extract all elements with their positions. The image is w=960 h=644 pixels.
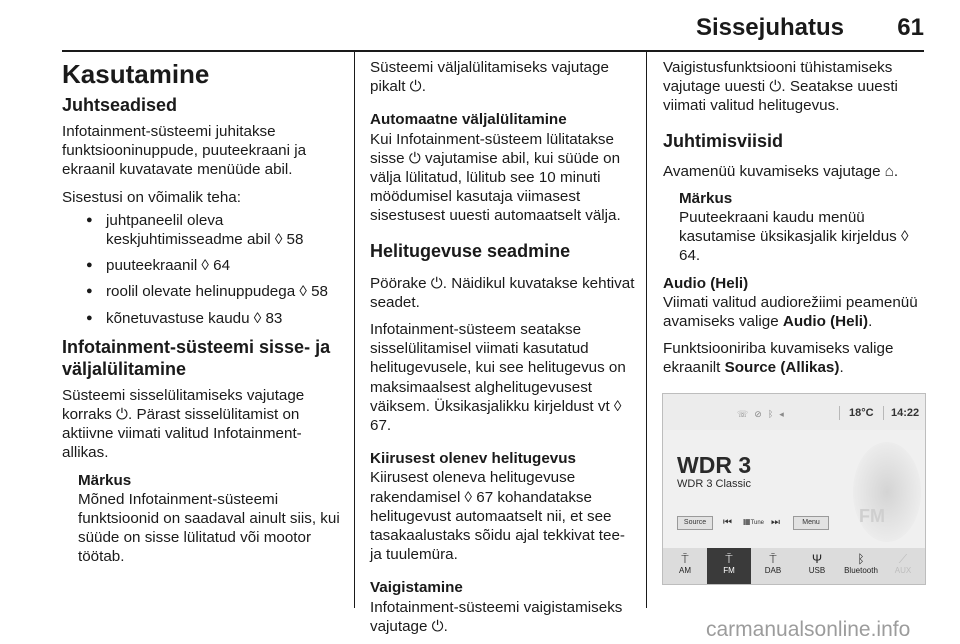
note-text: Mõned Infotainment-süsteemi funktsioonid on saadaval ainult siis, kui süüde on sisse lülitatud või mootor töötab. <box>78 490 340 566</box>
tab-aux[interactable] <box>881 548 925 584</box>
text-run: Funktsiooniriba kuvamiseks valige ekraanilt <box>663 340 894 377</box>
input-methods-list <box>62 211 344 328</box>
paragraph: Kiirusest oleneva helitugevuse rakendamisel ◊ 67 kohandatakse helitugevust automaatselt nii, et see tasakaalustaks sõidu ajal tekkivat tee- ja tuulemüra. <box>370 469 625 564</box>
paragraph: Infotainment-süsteemi vaigistamiseks vajutage ⏻. <box>370 598 623 635</box>
column-divider-2 <box>646 52 647 608</box>
ui-label-audio: Audio (Heli) <box>782 313 869 331</box>
note-title: Märkus <box>679 189 733 207</box>
subsection-title: Infotainment-süsteemi sisse- ja väljalülitamine <box>62 336 331 379</box>
tab-label: AUX <box>894 566 912 575</box>
note-block <box>679 189 925 266</box>
menu-button[interactable]: Menu <box>793 516 829 530</box>
watermark: carmanualsonline.info <box>706 618 911 641</box>
antenna-icon: ⍑ <box>769 552 777 566</box>
temperature: 18°C <box>849 407 874 419</box>
ui-label-source: Source (Allikas) <box>724 359 840 377</box>
paragraph <box>663 293 925 331</box>
text-run: Viimati valitud audiorežiimi peamenüü avamiseks valige <box>663 293 918 331</box>
column-2 <box>370 58 636 644</box>
tab-label: AM <box>679 566 691 575</box>
paragraph: Süsteemi sisselülitamiseks vajutage korraks ⏻. Pärast sisselülitamist on aktiivne viimati valitud Infotainment-allikas. <box>62 386 305 462</box>
note-block <box>78 471 344 567</box>
column-1 <box>62 58 344 575</box>
text-run: . <box>868 313 873 331</box>
paragraph: Pöörake ⏻. Näidikul kuvatakse kehtivat seadet. <box>370 274 635 311</box>
paragraph: Infotainment-süsteemi juhitakse funktsiooninuppude, puuteekraani ja ekraanil kuvatavate menüüde abil. <box>62 123 307 179</box>
bluetooth-icon: ᛒ <box>767 409 780 419</box>
text-run: . <box>839 359 844 377</box>
aux-icon: ⟋ <box>898 552 908 566</box>
status-icons <box>737 409 790 420</box>
antenna-icon: ⍑ <box>725 552 733 566</box>
band-overlay: FM <box>859 506 885 526</box>
tab-fm[interactable] <box>707 548 751 584</box>
header-rule <box>62 50 924 52</box>
bluetooth-icon: ᛒ <box>857 552 865 566</box>
tab-label: FM <box>723 566 735 575</box>
section-title: Kasutamine <box>62 59 210 89</box>
column-3 <box>663 58 925 386</box>
next-track-icon[interactable]: ⏭ <box>771 517 780 528</box>
subheading: Audio (Heli) <box>663 274 749 292</box>
subheading: Automaatne väljalülitamine <box>370 111 567 129</box>
source-button[interactable]: Source <box>677 516 713 530</box>
status-bar <box>663 394 925 430</box>
antenna-icon: ⍑ <box>681 552 689 566</box>
station-subtitle: WDR 3 Classic <box>677 478 751 490</box>
note-text: Puuteekraani kaudu menüü kasutamise üksikasjalik kirjeldus ◊ 64. <box>679 209 909 265</box>
note-title: Märkus <box>78 471 132 489</box>
car-graphic <box>853 442 921 542</box>
station-name: WDR 3 <box>677 452 752 478</box>
usb-icon: Ψ <box>811 552 823 566</box>
clock: 14:22 <box>891 407 920 419</box>
volume-icon: ◂ <box>779 409 790 419</box>
column-divider-1 <box>354 52 355 608</box>
list-item: ● juhtpaneelil oleva keskjuhtimisseadme abil ◊ 58 <box>62 211 344 249</box>
paragraph: Infotainment-süsteem seatakse sisselülitamisel viimati kasutatud helitugevusele, kui see helitugevus on maksimaalsest alghelitugevusest väiksem. Üksikasjalikku kirjeldust vt ◊ 67. <box>370 321 626 435</box>
paragraph: Sisestusi on võimalik teha: <box>62 188 241 206</box>
subheading: Vaigistamine <box>370 579 463 597</box>
phone-icon: ☏ <box>737 409 755 419</box>
tab-am[interactable] <box>663 548 707 584</box>
paragraph: Süsteemi väljalülitamiseks vajutage pikalt ⏻. <box>370 59 609 96</box>
list-item: ● roolil olevate helinuppudega ◊ 58 <box>62 282 344 301</box>
infotainment-screen-illustration <box>662 393 926 585</box>
tab-label: DAB <box>764 566 782 575</box>
page-header-title: Sissejuhatus <box>695 14 844 41</box>
page-number: 61 <box>897 14 924 41</box>
subheading: Kiirusest olenev helitugevus <box>370 450 576 468</box>
tab-bluetooth[interactable] <box>839 548 883 584</box>
paragraph: Vaigistusfunktsiooni tühistamiseks vajutage uuesti ⏻. Seatakse uuesti viimati valitud helitugevus. <box>663 59 898 115</box>
tab-usb[interactable] <box>795 548 839 584</box>
subsection-title: Juhtseadised <box>62 95 178 115</box>
list-item: ● puuteekraanil ◊ 64 <box>62 256 344 275</box>
tune-icon[interactable]: ▦Tune <box>743 517 765 526</box>
paragraph <box>663 339 925 377</box>
tab-label: USB <box>808 566 826 575</box>
tab-dab[interactable] <box>751 548 795 584</box>
list-item: ● kõnetuvastuse kaudu ◊ 83 <box>62 309 344 328</box>
subsection-title: Helitugevuse seadmine <box>370 240 571 261</box>
tune-label: Tune <box>750 520 765 526</box>
tab-label: Bluetooth <box>844 566 878 575</box>
status-separator <box>883 406 884 420</box>
subsection-title: Juhtimisviisid <box>663 130 784 151</box>
prev-track-icon[interactable]: ⏮ <box>723 517 732 528</box>
paragraph: Kui Infotainment-süsteem lülitatakse sisse ⏻ vajutamise abil, kui süüde on välja lülitatud, lülitub see 10 minuti möödumisel kasutaja viimasest sisestusest uuesti automaatselt välja. <box>370 130 621 225</box>
source-tab-bar <box>663 548 925 584</box>
status-separator <box>839 406 840 420</box>
paragraph: Avamenüü kuvamiseks vajutage ⌂. <box>663 162 899 180</box>
mute-icon: ⊘ <box>754 409 768 419</box>
